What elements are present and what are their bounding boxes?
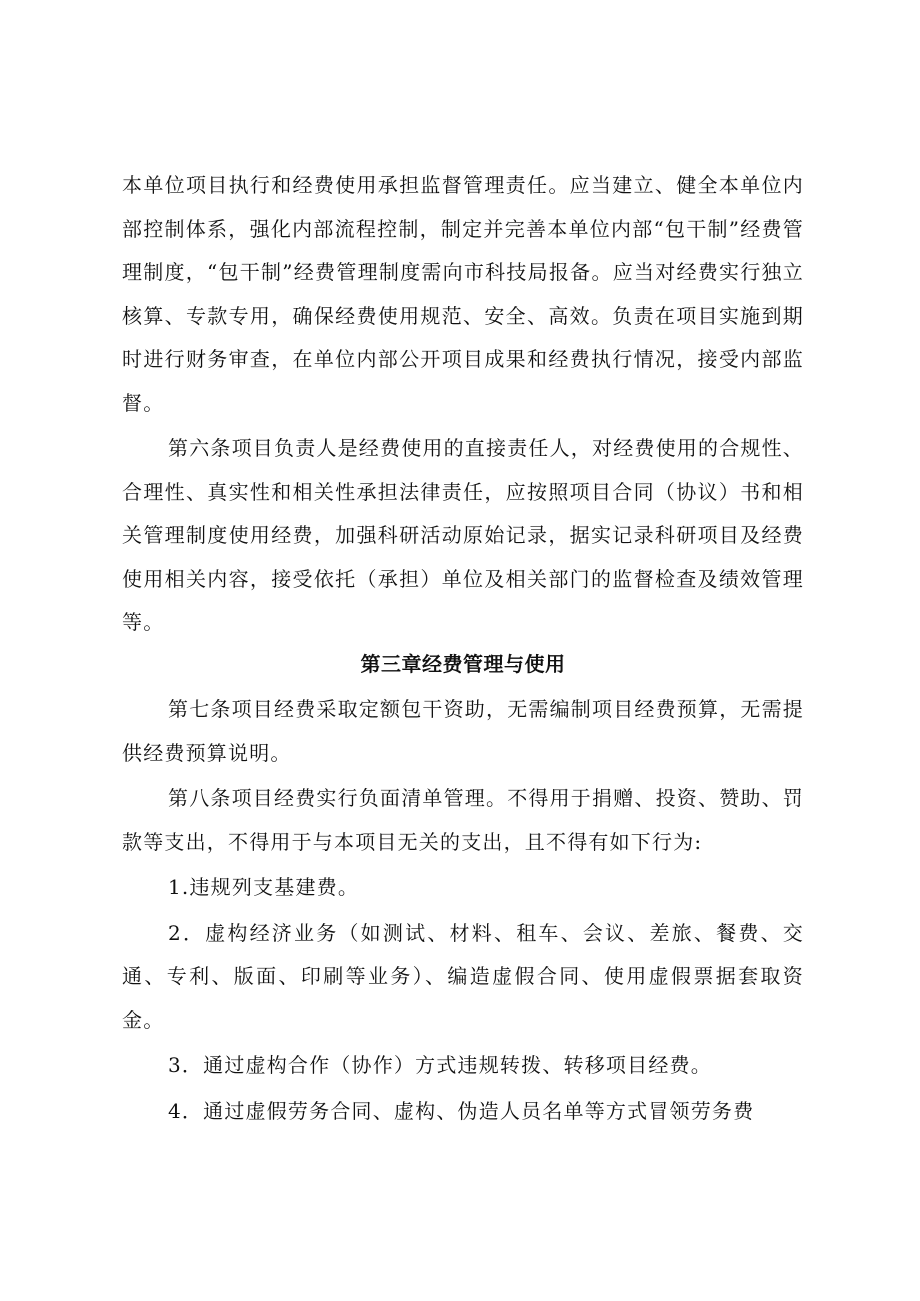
list-item-2: 2．虚构经济业务（如测试、材料、租车、会议、差旅、餐费、交通、专利、版面、印刷等业务）、编造虚假合同、使用虚假票据套取资金。 (122, 920, 804, 1032)
document-page (122, 164, 804, 1133)
paragraph-article-6: 第六条项目负责人是经费使用的直接责任人，对经费使用的合规性、合理性、真实性和相关性承担法律责任，应按照项目合同（协议）书和相关管理制度使用经费，加强科研活动原始记录，据实记录科研项目及经费使用相关内容，接受依托（承担）单位及相关部门的监督检查及绩效管理等。 (122, 436, 804, 634)
list-item-4: 4．通过虚假劳务合同、虚构、伪造人员名单等方式冒领劳务费 (168, 1098, 755, 1123)
list-item-3: 3．通过虚构合作（协作）方式违规转拨、转移项目经费。 (168, 1053, 712, 1077)
chapter-heading: 第三章经费管理与使用 (360, 651, 566, 676)
paragraph-article-8: 第八条项目经费实行负面清单管理。不得用于捐赠、投资、赞助、罚款等支出，不得用于与本项目无关的支出，且不得有如下行为: (122, 786, 804, 854)
paragraph-article-7: 第七条项目经费采取定额包干资助，无需编制项目经费预算，无需提供经费预算说明。 (122, 697, 804, 765)
paragraph-unit-responsibility: 本单位项目执行和经费使用承担监督管理责任。应当建立、健全本单位内部控制体系，强化内部流程控制，制定并完善本单位内部“包干制”经费管理制度，“包干制”经费管理制度需向市科技局报备。应当对经费实行独立核算、专款专用，确保经费使用规范、安全、高效。负责在项目实施到期时进行财务审查，在单位内部公开项目成果和经费执行情况，接受内部监督。 (122, 173, 804, 415)
list-item-1: 1.违规列支基建费。 (168, 875, 360, 899)
